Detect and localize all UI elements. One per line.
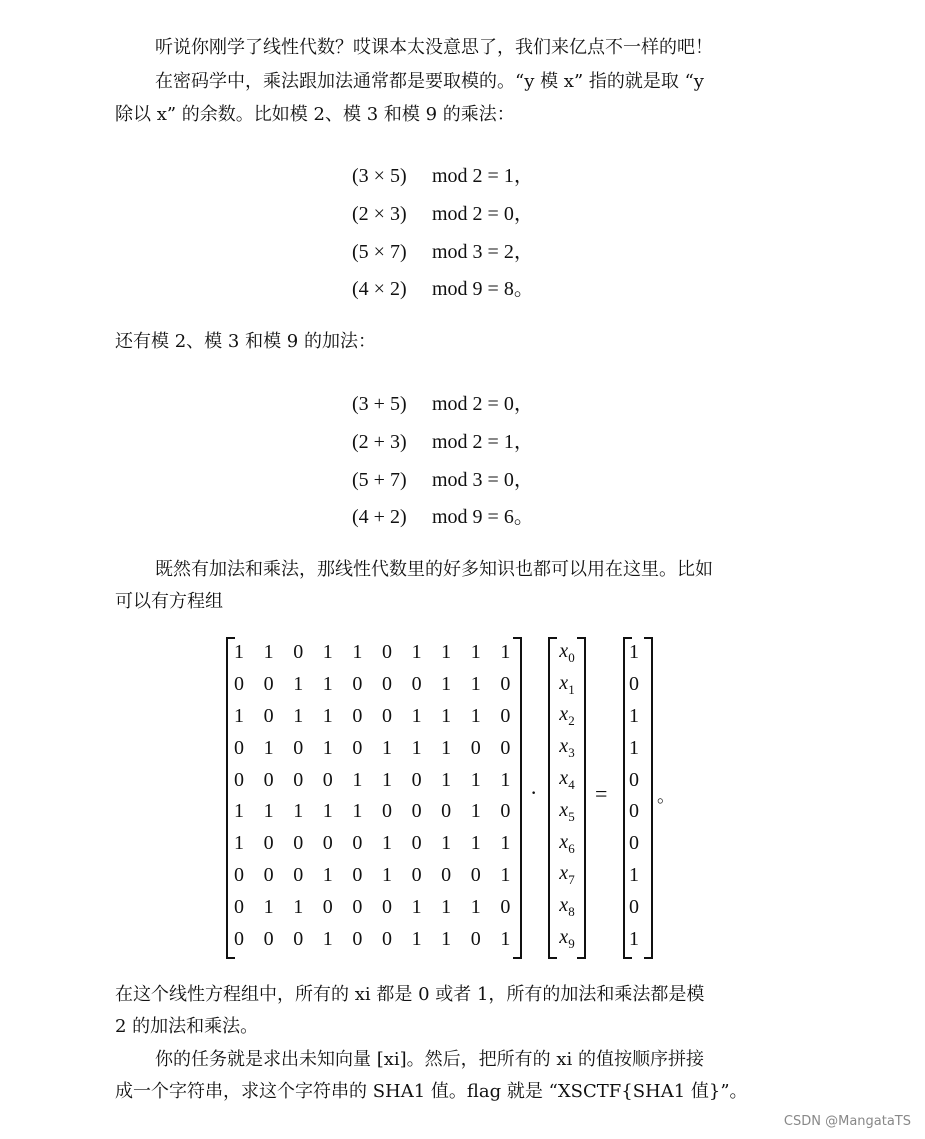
matrix-row: [234, 860, 530, 892]
matrix-cell: 1: [470, 641, 481, 664]
rhs-entry: [624, 828, 644, 860]
matrix-row: [234, 923, 530, 955]
matrix-cell: 0: [234, 673, 244, 696]
matrix-cell: 1: [263, 895, 274, 918]
coefficient-matrix: [234, 637, 530, 955]
matrix-cell: 0: [381, 927, 392, 950]
matrix-cell: 1: [381, 736, 392, 759]
matrix-cell: 0: [352, 736, 363, 759]
matrix-cell: 1: [441, 895, 452, 918]
rhs-value: 0: [629, 832, 639, 855]
matrix-cell: 1: [470, 800, 481, 823]
unknown-entry: [552, 637, 582, 669]
unknown-index: 2: [568, 713, 575, 729]
matrix-cell: 0: [411, 768, 422, 791]
unknown-entry: [552, 732, 582, 764]
rhs-entry: [624, 796, 644, 828]
matrix-row: [234, 796, 530, 828]
matrix-cell: 0: [234, 895, 244, 918]
equation-lhs: (2 + 3): [352, 430, 407, 453]
equation-line: [352, 235, 534, 264]
rhs-value: 1: [629, 704, 639, 727]
matrix-cell: 1: [293, 673, 304, 696]
matrix-cell: 0: [381, 704, 392, 727]
equation-line: [352, 197, 534, 226]
equation-rhs: mod 3 = 0，: [432, 468, 534, 491]
unknown-index: 8: [568, 904, 575, 920]
period: 。: [657, 786, 675, 806]
matrix-cell: 1: [263, 736, 274, 759]
matrix-cell: 0: [411, 863, 422, 886]
rhs-value: 1: [629, 641, 639, 664]
matrix-cell: 1: [441, 832, 452, 855]
matrix-cell: 1: [411, 736, 422, 759]
matrix-cell: 1: [411, 704, 422, 727]
matrix-cell: 0: [322, 832, 333, 855]
matrix-row: [234, 637, 530, 669]
matrix-cell: 1: [441, 736, 452, 759]
equation-lhs: (4 × 2): [352, 278, 407, 301]
matrix-cell: 1: [470, 895, 481, 918]
unknown-var: x: [559, 767, 569, 790]
unknown-entry: [552, 701, 582, 733]
matrix-cell: 1: [234, 800, 244, 823]
matrix-cell: 0: [411, 673, 422, 696]
equation-lhs: (4 + 2): [352, 506, 407, 529]
matrix-cell: 0: [470, 863, 481, 886]
matrix-cell: 1: [470, 704, 481, 727]
rhs-vector: [624, 637, 644, 955]
matrix-cell: 0: [500, 704, 511, 727]
rhs-entry: [624, 732, 644, 764]
unknown-label: [552, 894, 582, 920]
matrix-cell: 0: [234, 768, 244, 791]
matrix-cell: 1: [470, 768, 481, 791]
unknown-label: [552, 799, 582, 825]
matrix-cell: 0: [352, 673, 363, 696]
matrix-cell: 1: [293, 800, 304, 823]
unknown-index: 4: [568, 777, 575, 793]
equation-lhs: (5 + 7): [352, 468, 407, 491]
matrix-cell: 1: [500, 641, 511, 664]
matrix-cell: 1: [500, 768, 511, 791]
rhs-entry: [624, 637, 644, 669]
matrix-cell: 1: [411, 641, 422, 664]
matrix-cell: 0: [263, 704, 274, 727]
matrix-row: [234, 701, 530, 733]
rhs-entry: [624, 764, 644, 796]
para1-line1: 在密码学中，乘法跟加法通常都是要取模的。“y 模 x” 指的就是取 “y: [155, 71, 704, 92]
equation-line: [352, 159, 534, 188]
matrix-row: [234, 764, 530, 796]
unknown-var: x: [559, 894, 569, 917]
matrix-cell: 1: [322, 800, 333, 823]
rhs-value: 0: [629, 768, 639, 791]
matrix-cell: 0: [234, 927, 244, 950]
watermark: CSDN @MangataTS: [783, 1114, 911, 1129]
unknown-entry: [552, 828, 582, 860]
matrix-cell: 0: [234, 736, 244, 759]
matrix-cell: 0: [293, 927, 304, 950]
equation-rhs: mod 2 = 0，: [432, 202, 534, 225]
unknown-index: 3: [568, 745, 575, 761]
rhs-value: 0: [629, 800, 639, 823]
rhs-value: 1: [629, 736, 639, 759]
matrix-cell: 0: [293, 863, 304, 886]
equation-lhs: (2 × 3): [352, 202, 407, 225]
unknown-var: x: [559, 639, 569, 662]
matrix-cell: 1: [322, 863, 333, 886]
unknown-label: [552, 640, 582, 666]
rhs-entry: [624, 923, 644, 955]
rhs-value: 0: [629, 673, 639, 696]
unknown-index: 0: [568, 649, 575, 665]
matrix-cell: 0: [500, 673, 511, 696]
matrix-cell: 0: [352, 895, 363, 918]
matrix-cell: 0: [322, 768, 333, 791]
unknown-label: [552, 703, 582, 729]
unknown-vector: [552, 637, 582, 955]
matrix-cell: 0: [234, 863, 244, 886]
matrix-cell: 1: [322, 736, 333, 759]
matrix-cell: 1: [470, 832, 481, 855]
matrix-cell: 0: [263, 673, 274, 696]
unknown-label: [552, 831, 582, 857]
rhs-right-bracket: [644, 637, 653, 959]
unknown-entry: [552, 796, 582, 828]
matrix-cell: 0: [293, 768, 304, 791]
matrix-cell: 1: [411, 927, 422, 950]
matrix-cell: 0: [381, 641, 392, 664]
rhs-value: 1: [629, 927, 639, 950]
rhs-entry: [624, 860, 644, 892]
matrix-cell: 1: [441, 768, 452, 791]
equation-line: [352, 500, 534, 529]
matrix-cell: 1: [381, 863, 392, 886]
unknown-label: [552, 862, 582, 888]
matrix-cell: 1: [234, 704, 244, 727]
unknown-label: [552, 926, 582, 952]
unknown-var: x: [559, 926, 569, 949]
matrix-cell: 1: [441, 704, 452, 727]
matrix-cell: 1: [322, 704, 333, 727]
matrix-cell: 1: [470, 673, 481, 696]
para4-line1: 在这个线性方程组中，所有的 xi 都是 0 或者 1，所有的加法和乘法都是模: [115, 984, 705, 1005]
rhs-entry: [624, 701, 644, 733]
matrix-cell: 0: [500, 736, 511, 759]
matrix-cell: 1: [500, 863, 511, 886]
unknown-var: x: [559, 862, 569, 885]
equation-rhs: mod 2 = 0，: [432, 393, 534, 415]
matrix-cell: 0: [352, 704, 363, 727]
rhs-entry: [624, 891, 644, 923]
matrix-cell: 1: [500, 832, 511, 855]
equation-lhs: (3 × 5): [352, 165, 407, 187]
matrix-cell: 1: [441, 641, 452, 664]
para5-line2: 成一个字符串，求这个字符串的 SHA1 值。flag 就是 “XSCTF{SHA1 值}”。: [115, 1081, 748, 1102]
unknown-var: x: [559, 703, 569, 726]
intro-text: 听说你刚学了线性代数？哎课本太没意思了，我们来亿点不一样的吧！: [155, 37, 713, 58]
unknown-index: 1: [568, 681, 575, 697]
matrix-cell: 0: [352, 832, 363, 855]
matrix-row: [234, 828, 530, 860]
unknown-var: x: [559, 798, 569, 821]
dot-operator: ·: [530, 780, 538, 805]
matrix-cell: 1: [411, 895, 422, 918]
matrix-cell: 0: [470, 927, 481, 950]
unknown-index: 7: [568, 872, 575, 888]
matrix-cell: 1: [293, 704, 304, 727]
para2-text: 还有模 2、模 3 和模 9 的加法：: [115, 331, 376, 352]
matrix-cell: 0: [411, 832, 422, 855]
unknown-entry: [552, 860, 582, 892]
unknown-entry: [552, 669, 582, 701]
equation-line: [352, 387, 534, 416]
rhs-value: 1: [629, 863, 639, 886]
unknown-entry: [552, 891, 582, 923]
matrix-cell: 0: [381, 895, 392, 918]
para3-line2: 可以有方程组: [115, 591, 223, 612]
matrix-cell: 0: [500, 895, 511, 918]
unknown-var: x: [559, 735, 569, 758]
equation-rhs: mod 9 = 8。: [432, 278, 534, 301]
para3-line1: 既然有加法和乘法，那线性代数里的好多知识也都可以用在这里。比如: [155, 559, 713, 580]
matrix-cell: 1: [381, 768, 392, 791]
matrix-cell: 0: [381, 800, 392, 823]
equation-rhs: mod 2 = 1，: [432, 430, 534, 453]
equation-line: [352, 463, 534, 492]
matrix-cell: 1: [322, 673, 333, 696]
matrix-cell: 0: [263, 863, 274, 886]
equals-sign: =: [595, 781, 608, 806]
matrix-row: [234, 891, 530, 923]
matrix-cell: 1: [352, 641, 363, 664]
para4-line2: 2 的加法和乘法。: [115, 1016, 259, 1037]
unknown-var: x: [559, 671, 569, 694]
matrix-cell: 0: [263, 768, 274, 791]
matrix-row: [234, 732, 530, 764]
matrix-cell: 1: [234, 832, 244, 855]
matrix-cell: 1: [322, 927, 333, 950]
matrix-cell: 0: [263, 927, 274, 950]
unknown-entry: [552, 923, 582, 955]
matrix-cell: 0: [293, 832, 304, 855]
unknown-index: 9: [568, 936, 575, 952]
matrix-cell: 1: [441, 927, 452, 950]
unknown-label: [552, 672, 582, 698]
matrix-cell: 0: [352, 927, 363, 950]
matrix-cell: 1: [500, 927, 511, 950]
matrix-cell: 0: [441, 800, 452, 823]
matrix-cell: 1: [263, 641, 274, 664]
matrix-cell: 1: [381, 832, 392, 855]
matrix-row: [234, 669, 530, 701]
equation-line: [352, 425, 534, 454]
equation-lhs: (3 + 5): [352, 393, 407, 415]
matrix-cell: 0: [381, 673, 392, 696]
matrix-cell: 1: [293, 895, 304, 918]
matrix-cell: 1: [234, 641, 244, 664]
matrix-cell: 1: [352, 768, 363, 791]
matrix-cell: 0: [441, 863, 452, 886]
matrix-cell: 1: [263, 800, 274, 823]
matrix-cell: 0: [322, 895, 333, 918]
unknown-entry: [552, 764, 582, 796]
equation-line: [352, 272, 534, 301]
matrix-cell: 0: [263, 832, 274, 855]
matrix-cell: 0: [411, 800, 422, 823]
unknown-label: [552, 767, 582, 793]
rhs-value: 0: [629, 895, 639, 918]
para1-line2: 除以 x” 的余数。比如模 2、模 3 和模 9 的乘法：: [115, 104, 515, 125]
matrix-cell: 1: [322, 641, 333, 664]
matrix-cell: 0: [352, 863, 363, 886]
matrix-cell: 0: [500, 800, 511, 823]
unknown-var: x: [559, 830, 569, 853]
matrix-cell: 0: [293, 736, 304, 759]
unknown-label: [552, 735, 582, 761]
equation-rhs: mod 2 = 1，: [432, 165, 534, 187]
matrix-cell: 1: [441, 673, 452, 696]
matrix-cell: 0: [293, 641, 304, 664]
matrix-cell: 1: [352, 800, 363, 823]
matrix-cell: 0: [470, 736, 481, 759]
rhs-entry: [624, 669, 644, 701]
unknown-index: 5: [568, 808, 575, 824]
equation-rhs: mod 3 = 2，: [432, 240, 534, 263]
para5-line1: 你的任务就是求出未知向量 [xi]。然后，把所有的 xi 的值按顺序拼接: [155, 1049, 705, 1070]
equation-lhs: (5 × 7): [352, 240, 407, 263]
unknown-index: 6: [568, 840, 575, 856]
equation-rhs: mod 9 = 6。: [432, 506, 534, 529]
